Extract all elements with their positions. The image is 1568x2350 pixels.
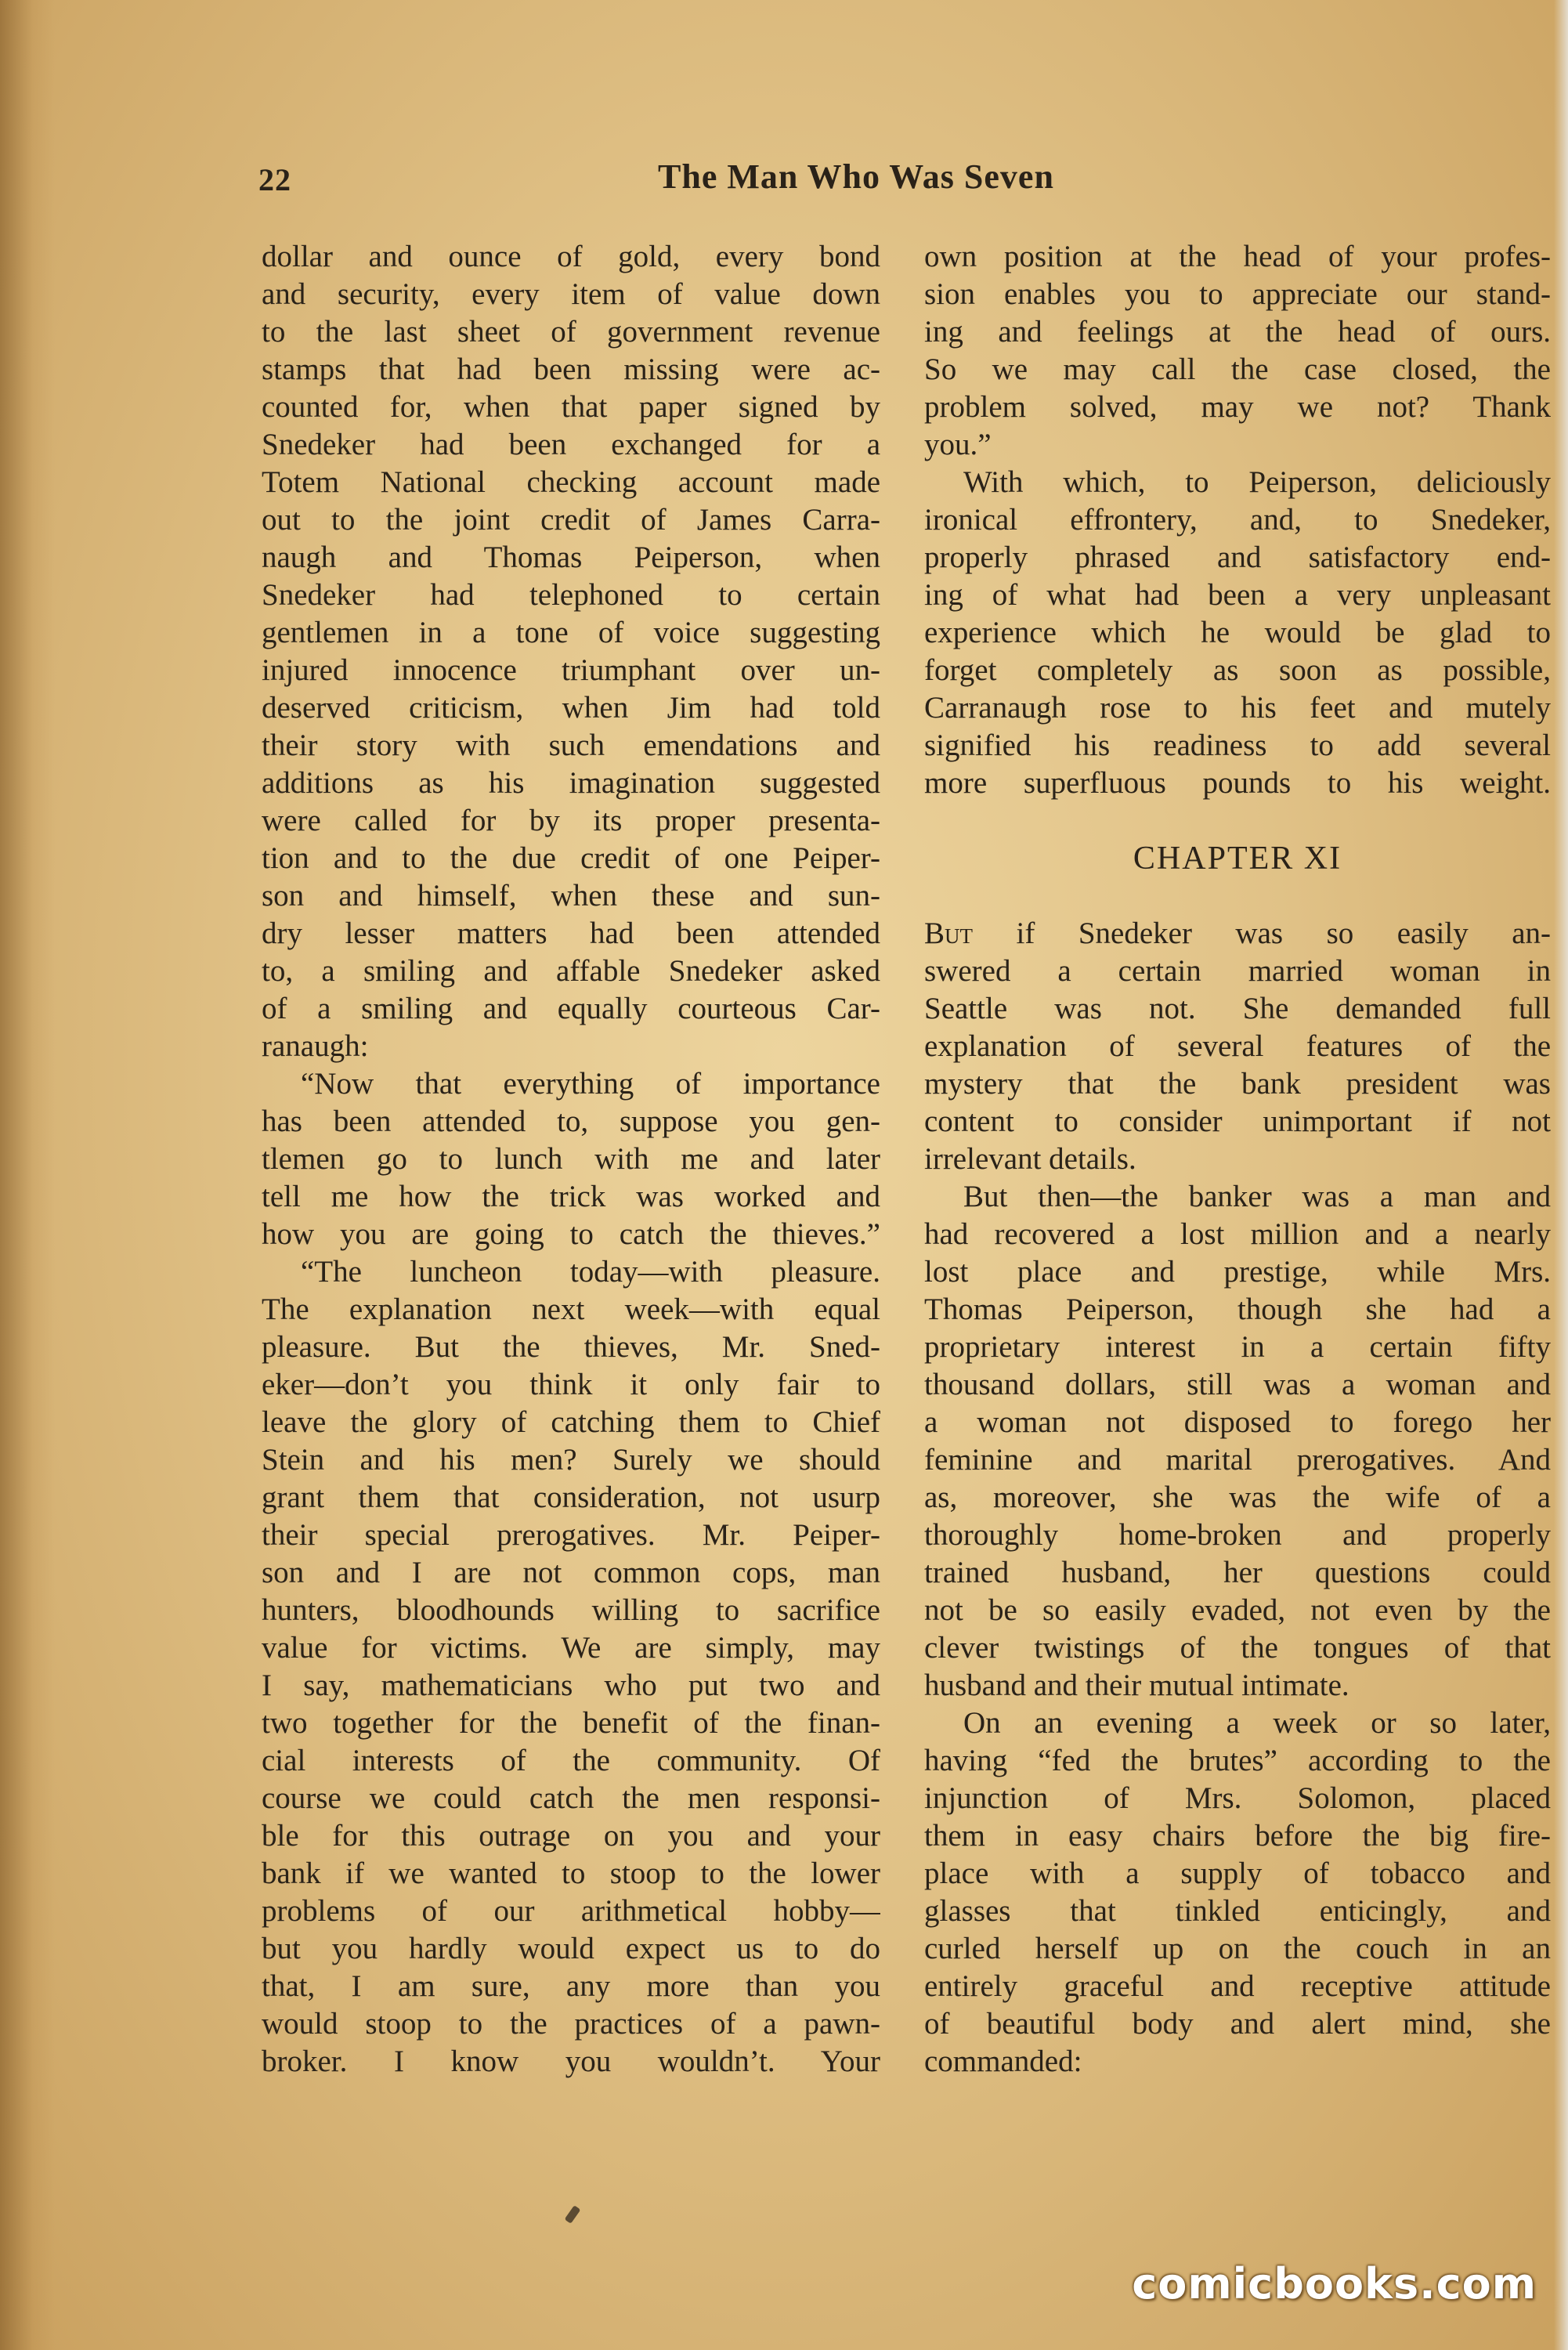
text-line: irrelevant details. [924,1142,1136,1176]
watermark: comicbooks.com [1132,2259,1537,2308]
chapter-heading: CHAPTER XI [1133,841,1342,877]
text-line: husband and their mutual intimate. [924,1668,1349,1702]
text-line: naugh and Thomas Peiperson, when [262,540,880,574]
text-line: thousand dollars, still was a woman and [924,1368,1551,1401]
right-column-top-text [924,238,1551,802]
running-head [258,157,1551,212]
text-line: experience which he would be glad to [924,616,1551,649]
left-text-column [262,238,880,2081]
text-line: ing of what had been a very unpleasant [924,578,1551,612]
text-line: entirely graceful and receptive attitude [924,1969,1551,2003]
text-line: Snedeker had telephoned to certain [262,578,880,612]
text-line: value for victims. We are simply, may [262,1631,880,1665]
text-line: forget completely as soon as possible, [924,653,1551,687]
text-line: hunters, bloodhounds willing to sacrifice [262,1593,880,1627]
text-line: ironical effrontery, and, to Snedeker, [924,503,1551,537]
text-line: to the last sheet of government revenue [262,315,880,349]
text-line: clever twistings of the tongues of that [924,1631,1551,1665]
text-line: their story with such emendations and [262,728,880,762]
text-line: and security, every item of value down [262,277,880,311]
text-line: “The luncheon today—with pleasure. [301,1255,880,1289]
text-line: thoroughly home-broken and properly [924,1518,1551,1552]
text-line: I say, mathematicians who put two and [262,1668,880,1702]
text-line: Thomas Peiperson, though she had a [924,1292,1551,1326]
text-line: course we could catch the men responsi- [262,1781,880,1815]
text-line: additions as his imagination suggested [262,766,880,800]
text-line: dry lesser matters had been attended [262,916,880,950]
text-line: had recovered a lost million and a nearly [924,1217,1551,1251]
text-line: own position at the head of your profes- [924,240,1551,273]
text-line: out to the joint credit of James Carra- [262,503,880,537]
text-line: ble for this outrage on you and your [262,1819,880,1853]
text-line: signified his readiness to add several [924,728,1551,762]
text-line: dollar and ounce of gold, every bond [262,240,880,273]
text-line: properly phrased and satisfactory end- [924,540,1551,574]
text-line: having “fed the brutes” according to the [924,1744,1551,1777]
text-line: glasses that tinkled enticingly, and [924,1894,1551,1928]
text-line: injunction of Mrs. Solomon, placed [924,1781,1551,1815]
text-line: ing and feelings at the head of ours. [924,315,1551,349]
spine-shadow [0,0,55,2350]
text-line: of a smiling and equally courteous Car- [262,992,880,1025]
chapter-first-line-rest: if Snedeker was so easily an- [973,916,1551,950]
text-line: pleasure. But the thieves, Mr. Sned- [262,1330,880,1364]
text-line: sion enables you to appreciate our stand- [924,277,1551,311]
text-line: On an evening a week or so later, [963,1706,1551,1740]
text-line: proprietary interest in a certain fifty [924,1330,1551,1364]
book-title: The Man Who Was Seven [658,157,1054,196]
text-line: So we may call the case closed, the [924,352,1551,386]
page-number: 22 [258,162,291,197]
text-line: cial interests of the community. Of [262,1744,880,1777]
text-line: With which, to Peiperson, deliciously [963,465,1551,499]
text-line: eker—don’t you think it only fair to [262,1368,880,1401]
text-line: how you are going to catch the thieves.” [262,1217,880,1251]
text-line: The explanation next week—with equal [262,1292,880,1326]
text-line: problem solved, may we not? Thank [924,390,1551,424]
text-line: place with a supply of tobacco and [924,1856,1551,1890]
text-line: leave the glory of catching them to Chief [262,1405,880,1439]
text-line: trained husband, her questions could [924,1556,1551,1589]
text-line: tion and to the due credit of one Peiper- [262,841,880,875]
text-line: not be so easily evaded, not even by the [924,1593,1551,1627]
text-line: lost place and prestige, while Mrs. [924,1255,1551,1289]
text-line: injured innocence triumphant over un- [262,653,880,687]
text-line: counted for, when that paper signed by [262,390,880,424]
text-line: commanded: [924,2044,1082,2078]
text-line: bank if we wanted to stoop to the lower [262,1856,880,1890]
text-line: Stein and his men? Surely we should [262,1443,880,1477]
chapter-first-line [924,915,1551,953]
text-line: to, a smiling and affable Snedeker asked [262,954,880,988]
text-line: gentlemen in a tone of voice suggesting [262,616,880,649]
text-line: as, moreover, she was the wife of a [924,1480,1551,1514]
text-line: tlemen go to lunch with me and later [262,1142,880,1176]
text-line: Totem National checking account made [262,465,880,499]
text-line: two together for the benefit of the finan- [262,1706,880,1740]
page-edge [1554,0,1568,2350]
text-line: would stoop to the practices of a pawn- [262,2007,880,2041]
text-line: but you hardly would expect us to do [262,1932,880,1965]
text-line: son and himself, when these and sun- [262,879,880,913]
text-line: their special prerogatives. Mr. Peiper- [262,1518,880,1552]
text-line: But then—the banker was a man and [963,1180,1551,1213]
text-line: Carranaugh rose to his feet and mutely [924,691,1551,725]
text-line: curled herself up on the couch in an [924,1932,1551,1965]
text-line: more superfluous pounds to his weight. [924,766,1551,800]
right-column-bottom-text [924,953,1551,2081]
text-line: deserved criticism, when Jim had told [262,691,880,725]
chapter-dropword: But [924,916,974,950]
text-line: ranaugh: [262,1029,369,1063]
text-line: a woman not disposed to forego her [924,1405,1551,1439]
text-line: were called for by its proper presenta- [262,804,880,837]
text-line: grant them that consideration, not usurp [262,1480,880,1514]
text-line: of beautiful body and alert mind, she [924,2007,1551,2041]
text-line: feminine and marital prerogatives. And [924,1443,1551,1477]
text-line: Seattle was not. She demanded full [924,992,1551,1025]
text-line: explanation of several features of the [924,1029,1551,1063]
text-line: mystery that the bank president was [924,1067,1551,1101]
right-text-column [924,238,1551,2081]
text-line: tell me how the trick was worked and [262,1180,880,1213]
text-line: that, I am sure, any more than you [262,1969,880,2003]
text-line: them in easy chairs before the big fire- [924,1819,1551,1853]
text-line: Snedeker had been exchanged for a [262,428,880,461]
text-line: content to consider unimportant if not [924,1104,1551,1138]
text-line: “Now that everything of importance [301,1067,880,1101]
text-line: problems of our arithmetical hobby— [262,1894,880,1928]
text-line: swered a certain married woman in [924,954,1551,988]
text-line: has been attended to, suppose you gen- [262,1104,880,1138]
text-line: stamps that had been missing were ac- [262,352,880,386]
text-line: you.” [924,428,992,461]
text-line: son and I are not common cops, man [262,1556,880,1589]
text-line: broker. I know you wouldn’t. Your [262,2044,880,2078]
